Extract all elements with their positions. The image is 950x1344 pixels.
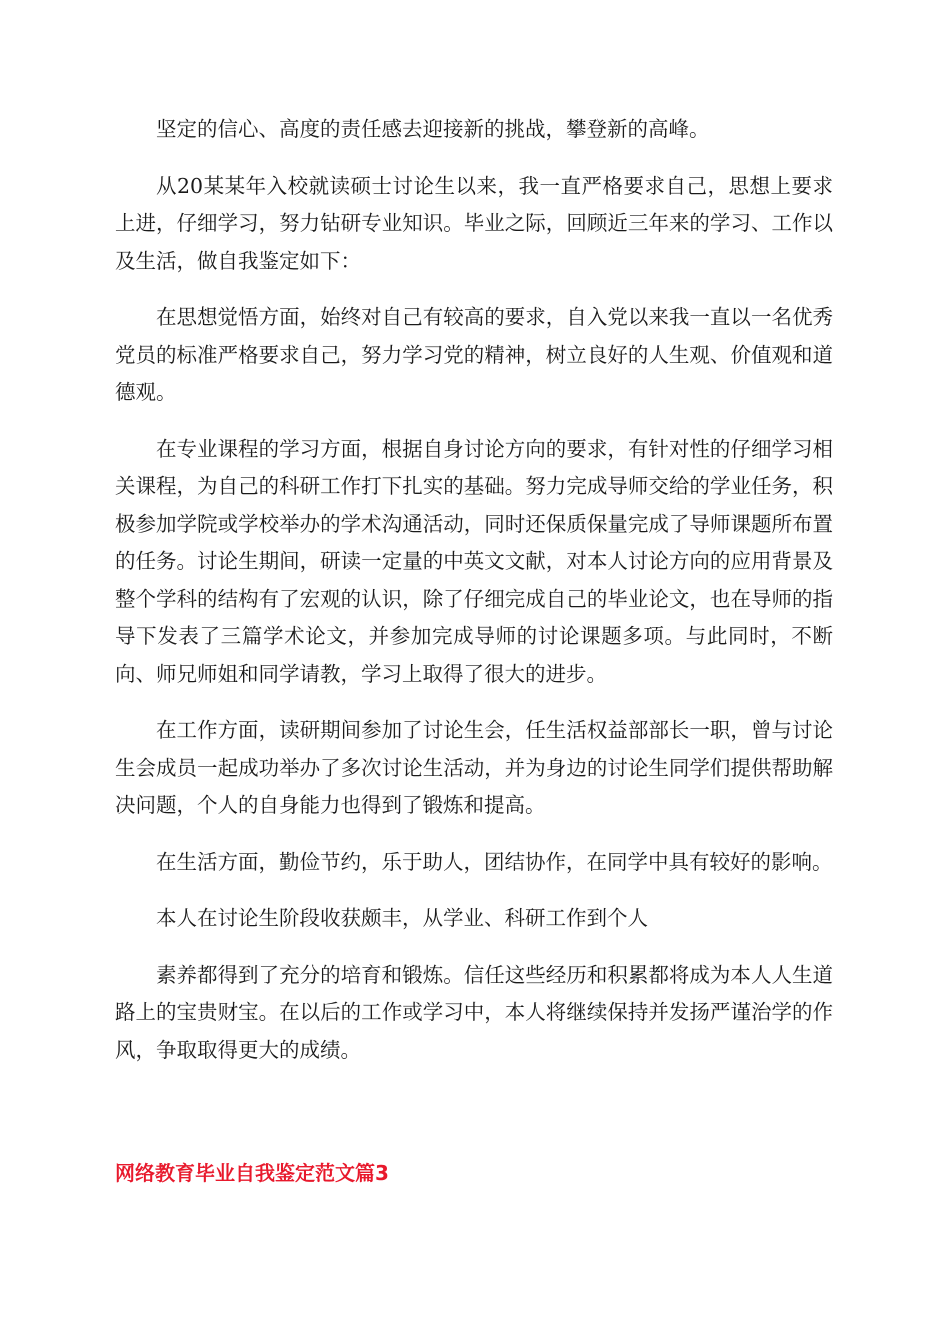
paragraph-closing-line: 坚定的信心、高度的责任感去迎接新的挑战，攀登新的高峰。 [156, 117, 710, 141]
paragraph-coursework: 在专业课程的学习方面，根据自身讨论方向的要求，有针对性的仔细学习相关课程，为自己的科研工作打下扎实的基础。努力完成导师交给的学业任务，积极参加学院或学校举办的学术沟通活动，同时还保质保量完成了导师课题所布置的任务。讨论生期间，研读一定量的中英文文献，对本人讨论方向的应用背景及整个学科的结构有了宏观的认识，除了仔细完成自己的毕业论文，也在导师的指导下发表了三篇学术论文，并参加完成导师的讨论课题多项。与此同时，不断向、师兄师姐和同学请教，学习上取得了很大的进步。 [115, 436, 833, 686]
paragraph-intro: 从20某某年入校就读硕士讨论生以来，我一直严格要求自己，思想上要求上进，仔细学习，努力钻研专业知识。毕业之际，回顾近三年来的学习、工作以及生活，做自我鉴定如下： [115, 173, 833, 273]
paragraph-ideology: 在思想觉悟方面，始终对自己有较高的要求，自入党以来我一直以一名优秀党员的标准严格要求自己，努力学习党的精神，树立良好的人生观、价值观和道德观。 [115, 305, 833, 404]
document-body [115, 111, 833, 1088]
paragraph-conclusion: 素养都得到了充分的培育和锻炼。信任这些经历和积累都将成为本人人生道路上的宝贵财宝。在以后的工作或学习中，本人将继续保持并发扬严谨治学的作风，争取取得更大的成绩。 [115, 962, 833, 1062]
paragraph-harvest: 本人在讨论生阶段收获颇丰，从学业、科研工作到个人 [156, 906, 648, 930]
paragraph-life: 在生活方面，勤俭节约，乐于助人，团结协作，在同学中具有较好的影响。 [156, 849, 833, 874]
paragraph-work: 在工作方面，读研期间参加了讨论生会，任生活权益部部长一职，曾与讨论生会成员一起成功举办了多次讨论生活动，并为身边的讨论生同学们提供帮助解决问题，个人的自身能力也得到了锻炼和提高。 [115, 718, 833, 817]
section-heading: 网络教育毕业自我鉴定范文篇3 [115, 1161, 389, 1185]
